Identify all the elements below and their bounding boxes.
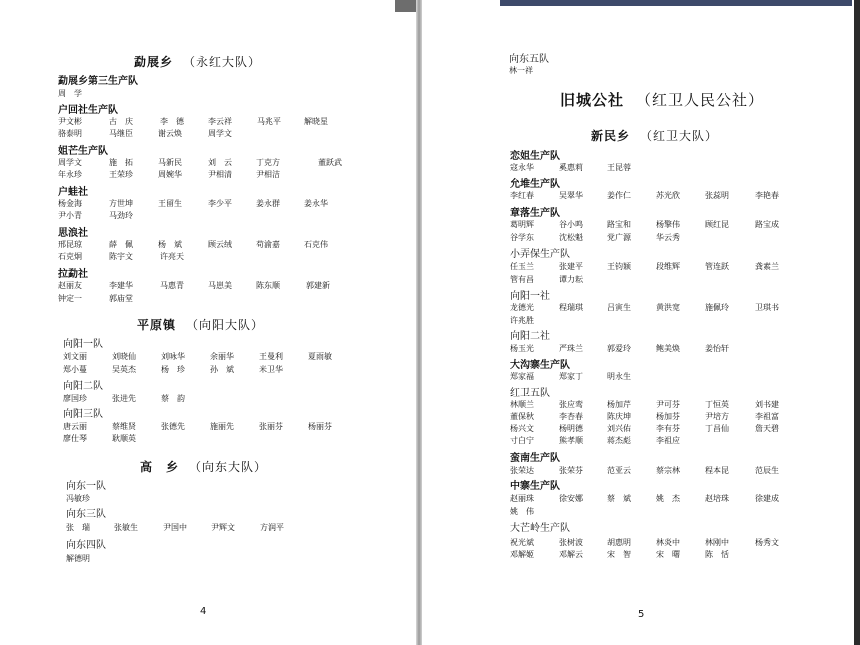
person-name: 刘兴佑 — [607, 424, 631, 433]
name-row — [509, 65, 809, 75]
person-name: 方润平 — [260, 523, 284, 532]
team-name: 向东四队 — [66, 540, 106, 551]
person-name: 华云秀 — [656, 233, 680, 242]
person-name: 尹辉文 — [211, 523, 235, 532]
name-row — [510, 399, 810, 409]
person-name: 姚 伟 — [510, 507, 534, 516]
person-name: 寇永华 — [510, 163, 534, 172]
name-row — [510, 423, 810, 433]
name-row — [63, 393, 363, 403]
person-name: 管连跃 — [705, 262, 729, 271]
person-name: 龚素兰 — [755, 262, 779, 271]
team-name: 向东三队 — [66, 509, 106, 520]
person-name: 周学文 — [208, 129, 232, 138]
name-row — [510, 411, 810, 421]
person-name: 葛明辉 — [510, 220, 534, 229]
person-name: 周学文 — [58, 158, 82, 167]
person-name: 赵丽友 — [58, 281, 82, 290]
person-name: 张德先 — [161, 422, 185, 431]
name-row — [66, 493, 366, 503]
person-name: 黄洪宽 — [656, 303, 680, 312]
name-row — [58, 210, 358, 220]
person-name: 张建平 — [559, 262, 583, 271]
person-name: 施佩玲 — [705, 303, 729, 312]
person-name: 马劲玲 — [109, 211, 133, 220]
team-name: 拉勐社 — [58, 269, 88, 280]
person-name: 蔡宗林 — [656, 466, 680, 475]
page-number-left: 4 — [200, 606, 207, 617]
scan-edge-strip — [500, 0, 852, 6]
person-name: 王留生 — [158, 199, 182, 208]
team-name: 向阳一队 — [63, 339, 103, 350]
team-name: 小弄保生产队 — [510, 249, 570, 260]
name-row — [58, 198, 358, 208]
name-row — [63, 351, 363, 361]
person-name: 张敏生 — [114, 523, 138, 532]
person-name: 谭力耘 — [559, 275, 583, 284]
person-name: 丁昌仙 — [705, 424, 729, 433]
person-name: 李祖应 — [656, 436, 680, 445]
person-name: 龙德光 — [510, 303, 534, 312]
person-name: 李少平 — [208, 199, 232, 208]
person-name: 许亮天 — [160, 252, 184, 261]
section-title-gaoxiang: 高 乡 （向东大队） — [140, 460, 268, 474]
person-name: 杨加芬 — [656, 412, 680, 421]
person-name: 夏雨敏 — [308, 352, 332, 361]
person-name: 石克炯 — [58, 252, 82, 261]
person-name: 林刚中 — [705, 538, 729, 547]
person-name: 陈宇文 — [109, 252, 133, 261]
name-row — [510, 232, 810, 242]
team-name: 思浪社 — [58, 228, 88, 239]
person-name: 解晓星 — [304, 117, 328, 126]
name-row — [58, 88, 358, 98]
person-name: 徐建成 — [755, 494, 779, 503]
person-name: 顾云绒 — [208, 240, 232, 249]
team-name: 蛮南生产队 — [510, 453, 560, 464]
person-name: 杨丽芬 — [308, 422, 332, 431]
person-name: 马新民 — [158, 158, 182, 167]
person-name: 冯敏珍 — [66, 494, 90, 503]
person-name: 马崽美 — [208, 281, 232, 290]
team-name: 向阳三队 — [63, 409, 103, 420]
person-name: 马继臣 — [109, 129, 133, 138]
person-name: 杨明德 — [559, 424, 583, 433]
team-name: 大沟寨生产队 — [510, 360, 570, 371]
person-name: 周婉华 — [158, 170, 182, 179]
person-name: 蔡 韵 — [161, 394, 185, 403]
person-name: 李有芬 — [656, 424, 680, 433]
person-name: 尹小青 — [58, 211, 82, 220]
team-name: 向阳一社 — [510, 291, 550, 302]
person-name: 姜作仁 — [607, 191, 631, 200]
person-name: 程本昆 — [705, 466, 729, 475]
book-edge — [854, 0, 860, 645]
person-name: 刘 云 — [208, 158, 232, 167]
name-row — [510, 261, 810, 271]
person-name: 党广源 — [607, 233, 631, 242]
name-row — [510, 162, 810, 172]
person-name: 余丽华 — [210, 352, 234, 361]
person-name: 蒋杰彪 — [607, 436, 631, 445]
person-name: 杨兴文 — [510, 424, 534, 433]
name-row — [58, 157, 358, 167]
person-name: 管有昌 — [510, 275, 534, 284]
person-name: 姚 杰 — [656, 494, 680, 503]
section-title-xinmin: 新民乡 （红卫大队） — [591, 129, 719, 143]
name-row — [510, 274, 810, 284]
name-row — [510, 465, 810, 475]
name-row — [58, 116, 358, 126]
person-name: 薛 佩 — [109, 240, 133, 249]
person-name: 马惠青 — [160, 281, 184, 290]
person-name: 杨 珍 — [161, 365, 185, 374]
person-name: 方世坤 — [109, 199, 133, 208]
person-name: 吕寅生 — [607, 303, 631, 312]
person-name: 郑家福 — [510, 372, 534, 381]
name-row — [510, 315, 810, 325]
person-name: 刘文丽 — [63, 352, 87, 361]
person-name: 吴英杰 — [112, 365, 136, 374]
person-name: 年永珍 — [58, 170, 82, 179]
name-row — [510, 343, 810, 353]
person-name: 刘咏华 — [161, 352, 185, 361]
person-name: 徐安娜 — [559, 494, 583, 503]
person-name: 范辰生 — [755, 466, 779, 475]
person-name: 王曼利 — [259, 352, 283, 361]
person-name: 段维辉 — [656, 262, 680, 271]
person-name: 古 庆 — [109, 117, 133, 126]
name-row — [63, 433, 363, 443]
person-name: 李红春 — [510, 191, 534, 200]
person-name: 邓解云 — [559, 550, 583, 559]
name-row — [66, 522, 366, 532]
name-row — [66, 553, 366, 563]
person-name: 王昆蓉 — [607, 163, 631, 172]
person-name: 蔡 斌 — [607, 494, 631, 503]
person-name: 宋 曙 — [656, 550, 680, 559]
person-name: 张丽芬 — [259, 422, 283, 431]
person-name: 陈 恬 — [705, 550, 729, 559]
person-name: 宋 智 — [607, 550, 631, 559]
team-name: 向阳二社 — [510, 331, 550, 342]
name-row — [510, 506, 810, 516]
person-name: 任玉兰 — [510, 262, 534, 271]
person-name: 熊孝顺 — [559, 436, 583, 445]
scan-edge-strip-left — [395, 0, 416, 12]
team-name: 中寨生产队 — [510, 481, 560, 492]
name-row — [63, 421, 363, 431]
person-name: 廖国珍 — [63, 394, 87, 403]
person-name: 尹国中 — [163, 523, 187, 532]
commune-title: 旧城公社 （红卫人民公社） — [560, 91, 765, 109]
person-name: 郭爱玲 — [607, 344, 631, 353]
name-row — [510, 549, 810, 559]
person-name: 沈松魁 — [559, 233, 583, 242]
person-name: 苟渝嘉 — [256, 240, 280, 249]
person-name: 张 瑞 — [66, 523, 90, 532]
person-name: 丁克方 — [256, 158, 280, 167]
person-name: 严珠兰 — [559, 344, 583, 353]
person-name: 鲍美焕 — [656, 344, 680, 353]
person-name: 董保秋 — [510, 412, 534, 421]
team-name: 向阳二队 — [63, 381, 103, 392]
person-name: 吴翠华 — [559, 191, 583, 200]
person-name: 尹相清 — [208, 170, 232, 179]
person-name: 石克伟 — [304, 240, 328, 249]
person-name: 张应鸾 — [559, 400, 583, 409]
person-name: 杨玉光 — [510, 344, 534, 353]
person-name: 杨擎伟 — [656, 220, 680, 229]
person-name: 尹培方 — [705, 412, 729, 421]
team-name: 大芒岭生产队 — [510, 523, 570, 534]
team-name: 向东一队 — [66, 481, 106, 492]
person-name: 丁恒英 — [705, 400, 729, 409]
name-row — [510, 302, 810, 312]
person-name: 张进先 — [112, 394, 136, 403]
person-name: 詹天碧 — [755, 424, 779, 433]
person-name: 寸白宁 — [510, 436, 534, 445]
team-name: 红卫五队 — [510, 388, 550, 399]
person-name: 李艳春 — [755, 191, 779, 200]
person-name: 唐云丽 — [63, 422, 87, 431]
person-name: 张树波 — [559, 538, 583, 547]
team-name: 户蛙社 — [58, 187, 88, 198]
person-name: 张荣芬 — [559, 466, 583, 475]
team-name: 向东五队 — [509, 54, 549, 65]
person-name: 骆泰明 — [58, 129, 82, 138]
person-name: 林炎中 — [656, 538, 680, 547]
person-name: 林一祥 — [509, 66, 533, 75]
person-name: 王荣珍 — [109, 170, 133, 179]
team-name: 姐芒生产队 — [58, 146, 108, 157]
person-name: 范亚云 — [607, 466, 631, 475]
person-name: 耿顺英 — [112, 434, 136, 443]
person-name: 孙 斌 — [210, 365, 234, 374]
person-name: 陈东顺 — [256, 281, 280, 290]
page-number-right: 5 — [638, 609, 645, 620]
person-name: 董跃武 — [318, 158, 342, 167]
person-name: 张荣达 — [510, 466, 534, 475]
name-row — [510, 537, 810, 547]
person-name: 赵培珠 — [705, 494, 729, 503]
person-name: 卫琪书 — [755, 303, 779, 312]
person-name: 路宝成 — [755, 220, 779, 229]
person-name: 谷小鸣 — [559, 220, 583, 229]
person-name: 姜怡轩 — [705, 344, 729, 353]
person-name: 施丽先 — [210, 422, 234, 431]
person-name: 张蕊明 — [705, 191, 729, 200]
person-name: 郑家丁 — [559, 372, 583, 381]
person-name: 顾红昆 — [705, 220, 729, 229]
team-name: 户回社生产队 — [58, 105, 118, 116]
person-name: 许兆胜 — [510, 316, 534, 325]
section-title-mengzhan: 勐展乡 （永红大队） — [134, 55, 262, 69]
section-title-pingyuan: 平原镇 （向阳大队） — [137, 318, 265, 332]
name-row — [58, 128, 358, 138]
person-name: 路宝和 — [607, 220, 631, 229]
person-name: 赵丽珠 — [510, 494, 534, 503]
name-row — [58, 280, 358, 290]
team-name: 恋姐生产队 — [510, 151, 560, 162]
person-name: 邓解姬 — [510, 550, 534, 559]
person-name: 马兆平 — [257, 117, 281, 126]
name-row — [510, 435, 810, 445]
name-row — [58, 251, 358, 261]
person-name: 蔡维贤 — [112, 422, 136, 431]
person-name: 周 学 — [58, 89, 82, 98]
person-name: 李 德 — [160, 117, 184, 126]
person-name: 谷学东 — [510, 233, 534, 242]
person-name: 邢昆琼 — [58, 240, 82, 249]
person-name: 胡惠明 — [607, 538, 631, 547]
person-name: 杨金海 — [58, 199, 82, 208]
name-row — [58, 169, 358, 179]
person-name: 李祖富 — [755, 412, 779, 421]
person-name: 王钧颖 — [607, 262, 631, 271]
person-name: 杨加芹 — [607, 400, 631, 409]
name-row — [510, 219, 810, 229]
person-name: 郭庙堂 — [109, 294, 133, 303]
person-name: 奚惠莉 — [559, 163, 583, 172]
person-name: 尹文彬 — [58, 117, 82, 126]
person-name: 杨 斌 — [158, 240, 182, 249]
person-name: 李建华 — [109, 281, 133, 290]
person-name: 林顺兰 — [510, 400, 534, 409]
name-row — [58, 293, 358, 303]
person-name: 刘书建 — [755, 400, 779, 409]
person-name: 廖仕琴 — [63, 434, 87, 443]
name-row — [510, 493, 810, 503]
name-row — [58, 239, 358, 249]
name-row — [510, 190, 810, 200]
person-name: 杨秀文 — [755, 538, 779, 547]
person-name: 尹可芬 — [656, 400, 680, 409]
person-name: 谢云焕 — [158, 129, 182, 138]
person-name: 明永生 — [607, 372, 631, 381]
person-name: 钟定一 — [58, 294, 82, 303]
person-name: 李云祥 — [208, 117, 232, 126]
person-name: 郑小蔓 — [63, 365, 87, 374]
person-name: 姜永群 — [256, 199, 280, 208]
team-name: 允堆生产队 — [510, 179, 560, 190]
team-name: 章落生产队 — [510, 208, 560, 219]
team-name: 勐展乡第三生产队 — [58, 76, 138, 87]
person-name: 李杏春 — [559, 412, 583, 421]
name-row — [63, 364, 363, 374]
person-name: 苏光欣 — [656, 191, 680, 200]
person-name: 尹相洁 — [256, 170, 280, 179]
person-name: 解德明 — [66, 554, 90, 563]
name-row — [510, 371, 810, 381]
book-gutter — [416, 0, 422, 645]
person-name: 施 拓 — [109, 158, 133, 167]
person-name: 姜永华 — [304, 199, 328, 208]
person-name: 郭建新 — [306, 281, 330, 290]
person-name: 刘晓仙 — [112, 352, 136, 361]
person-name: 陈庆坤 — [607, 412, 631, 421]
person-name: 米卫华 — [259, 365, 283, 374]
person-name: 祝光斌 — [510, 538, 534, 547]
person-name: 程瑞琪 — [559, 303, 583, 312]
